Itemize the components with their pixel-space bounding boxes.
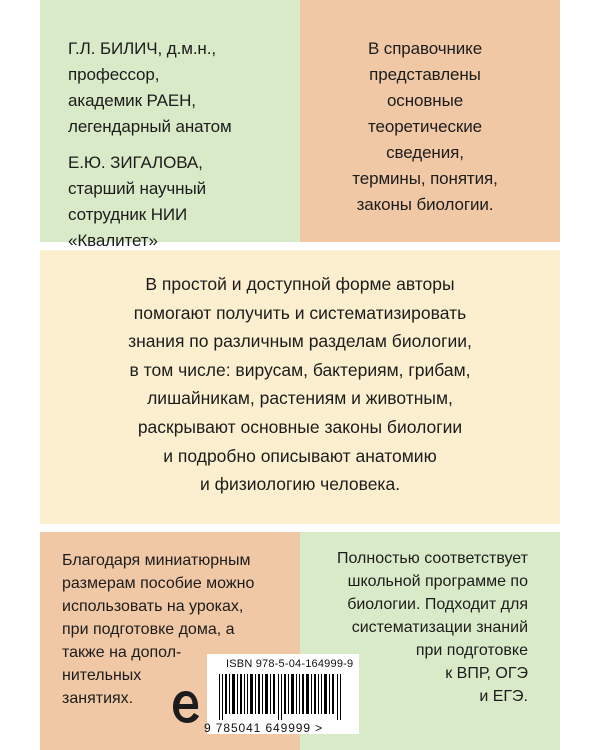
author-1-line: Г.Л. БИЛИЧ, д.м.н., (68, 39, 216, 58)
barcode-bars (207, 674, 359, 722)
reference-box (300, 0, 560, 242)
program-line: и ЕГЭ. (479, 688, 528, 705)
author-1-line: академик РАЕН, (68, 91, 196, 110)
miniature-line: занятиях. (62, 690, 134, 707)
description-line: лишайникам, растениям и животным, (147, 388, 453, 409)
reference-line: термины, понятия, (352, 169, 498, 188)
program-line: систематизации знаний (351, 619, 528, 636)
author-1-line: легендарный анатом (68, 117, 232, 136)
description-line: и физиологию человека. (199, 474, 401, 495)
description-line: В простой и доступной форме авторы (145, 274, 455, 294)
author-1-line: профессор, (68, 65, 160, 84)
isbn-label: ISBN 978-5-04-164999-9 (226, 658, 354, 670)
author-2-line: Е.Ю. ЗИГАЛОВА, (68, 153, 203, 172)
author-2-line: сотрудник НИИ (68, 205, 188, 224)
reference-line: теоретические (367, 117, 483, 136)
description-block (40, 250, 560, 524)
description-line: раскрывают основные законы биологии (137, 416, 463, 437)
description-line: в том числе: вирусам, бактериям, грибам, (129, 359, 471, 380)
program-line: Полностью соответствует (336, 550, 528, 567)
miniature-line: размерам пособие можно (62, 575, 255, 592)
miniature-line: также на допол- (62, 644, 182, 661)
miniature-line: Благодаря миниатюрным (62, 552, 251, 569)
reference-line: представлены (369, 65, 481, 84)
author-2 (68, 150, 292, 254)
barcode-digits: 9 785041 649999 > (204, 721, 324, 735)
miniature-line: при подготовке дома, а (62, 621, 235, 638)
reference-line: В справочнике (367, 39, 483, 58)
eksmo-logo-icon (171, 688, 201, 726)
author-2-line: «Квалитет» (68, 231, 158, 250)
author-1 (68, 36, 292, 140)
description-line: и подробно описывают анатомию (163, 445, 437, 466)
miniature-line: использовать на уроках, (62, 598, 244, 615)
authors-block (40, 0, 300, 250)
author-2-line: старший научный (68, 179, 206, 198)
description-line: знания по различным разделам биологии, (128, 331, 472, 352)
description-line: помогают получить и систематизировать (133, 302, 467, 323)
miniature-line: нительных (62, 667, 142, 684)
reference-line: сведения, (386, 143, 464, 162)
program-line: при подготовке (415, 642, 528, 659)
program-line: школьной программе по (347, 573, 528, 590)
reference-line: законы биологии. (356, 195, 494, 214)
program-line: к ВПР, ОГЭ (445, 665, 528, 682)
program-line: биологии. Подходит для (347, 596, 528, 613)
reference-line: основные (386, 91, 464, 110)
